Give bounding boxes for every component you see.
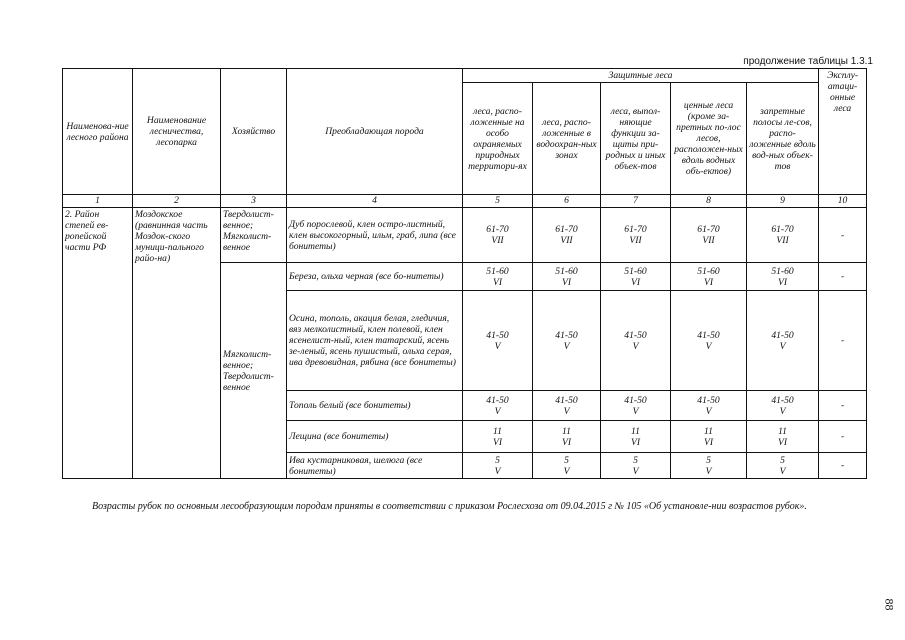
species-cell: Береза, ольха черная (все бо-нитеты) <box>287 263 463 291</box>
exploitation-cell: - <box>819 391 867 421</box>
col-number: 3 <box>221 195 287 208</box>
exploitation-cell: - <box>819 208 867 263</box>
value-cell: 61-70 VII <box>463 208 533 263</box>
value-cell: 51-60 VI <box>601 263 671 291</box>
value-cell: 51-60 VI <box>463 263 533 291</box>
header-farm: Хозяйство <box>221 69 287 195</box>
value-cell: 41-50 V <box>671 291 747 391</box>
table-row <box>63 208 867 263</box>
value-cell: 61-70 VII <box>533 208 601 263</box>
value-cell: 11 VI <box>533 421 601 453</box>
header-forestry: Наименование лесничества, лесопарка <box>133 69 221 195</box>
col-number: 2 <box>133 195 221 208</box>
value-cell: 11 VI <box>463 421 533 453</box>
value-cell: 51-60 VI <box>747 263 819 291</box>
exploitation-cell: - <box>819 453 867 479</box>
col-number: 8 <box>671 195 747 208</box>
value-cell: 41-50 V <box>463 391 533 421</box>
header-species: Преобладающая порода <box>287 69 463 195</box>
farm-cell-a: Твердолист-венное; Мягколист-венное <box>221 208 287 263</box>
value-cell: 5 V <box>601 453 671 479</box>
header-protection-functions: леса, выпол-няющие функции за-щиты при-родных и иных объек-тов <box>601 83 671 195</box>
value-cell: 51-60 VI <box>533 263 601 291</box>
col-number: 6 <box>533 195 601 208</box>
page-number: 88 <box>882 598 897 611</box>
species-cell: Осина, тополь, акация белая, гледичия, вяз мелколистный, клен полевой, клен ясенелист-ный, клен татарский, ясень зе-леный, ясень пушистый, ольха серая, ива древовидная, рябина (все бонитеты) <box>287 291 463 391</box>
header-region: Наименова-ние лесного района <box>63 69 133 195</box>
value-cell: 41-50 V <box>601 391 671 421</box>
column-numbers-row <box>63 195 867 208</box>
value-cell: 5 V <box>533 453 601 479</box>
col-number: 4 <box>287 195 463 208</box>
header-row-1 <box>63 69 867 83</box>
continuation-label: продолжение таблицы 1.3.1 <box>743 56 873 67</box>
col-number: 7 <box>601 195 671 208</box>
exploitation-cell: - <box>819 421 867 453</box>
value-cell: 11 VI <box>747 421 819 453</box>
species-cell: Ива кустарниковая, шелюга (все бонитеты) <box>287 453 463 479</box>
col-number: 1 <box>63 195 133 208</box>
value-cell: 5 V <box>671 453 747 479</box>
value-cell: 41-50 V <box>533 391 601 421</box>
value-cell: 5 V <box>747 453 819 479</box>
value-cell: 41-50 V <box>533 291 601 391</box>
value-cell: 41-50 V <box>747 291 819 391</box>
value-cell: 41-50 V <box>671 391 747 421</box>
header-valuable-forests: ценные леса (кроме за-претных по-лос лесов, расположен-ных вдоль водных объ-ектов) <box>671 83 747 195</box>
col-number: 10 <box>819 195 867 208</box>
value-cell: 11 VI <box>671 421 747 453</box>
cutting-age-table <box>62 68 867 479</box>
species-cell: Тополь белый (все бонитеты) <box>287 391 463 421</box>
exploitation-cell: - <box>819 291 867 391</box>
value-cell: 5 V <box>463 453 533 479</box>
header-forbidden-strips: запретные полосы ле-сов, распо-ложенные вдоль вод-ных объек-тов <box>747 83 819 195</box>
header-water-zones: леса, распо-ложенные в водоохран-ных зонах <box>533 83 601 195</box>
col-number: 9 <box>747 195 819 208</box>
species-cell: Дуб порослевой, клен остро-листный, клен высокогорный, ильм, граб, липа (все бонитеты) <box>287 208 463 263</box>
exploitation-cell: - <box>819 263 867 291</box>
value-cell: 51-60 VI <box>671 263 747 291</box>
col-number: 5 <box>463 195 533 208</box>
farm-cell-b: Мягколист-венное; Твердолист-венное <box>221 263 287 479</box>
value-cell: 61-70 VII <box>671 208 747 263</box>
value-cell: 41-50 V <box>463 291 533 391</box>
value-cell: 61-70 VII <box>747 208 819 263</box>
header-oopt: леса, распо-ложенные на особо охраняемых природных территори-ях <box>463 83 533 195</box>
forestry-cell: Моздокское (равнинная часть Моздок-ского муници-пального райо-на) <box>133 208 221 479</box>
species-cell: Лещина (все бонитеты) <box>287 421 463 453</box>
region-cell: 2. Район степей ев-ропейской части РФ <box>63 208 133 479</box>
value-cell: 61-70 VII <box>601 208 671 263</box>
header-protective-forests: Защитные леса <box>463 69 819 83</box>
footnote: Возрасты рубок по основным лесообразующим породам приняты в соответствии с приказом Рослесхоза от 09.04.2015 г № 105 «Об установле-нии возрастов рубок». <box>92 501 807 512</box>
value-cell: 11 VI <box>601 421 671 453</box>
value-cell: 41-50 V <box>747 391 819 421</box>
value-cell: 41-50 V <box>601 291 671 391</box>
header-exploitation: Эксплу-атаци-онные леса <box>819 69 867 195</box>
